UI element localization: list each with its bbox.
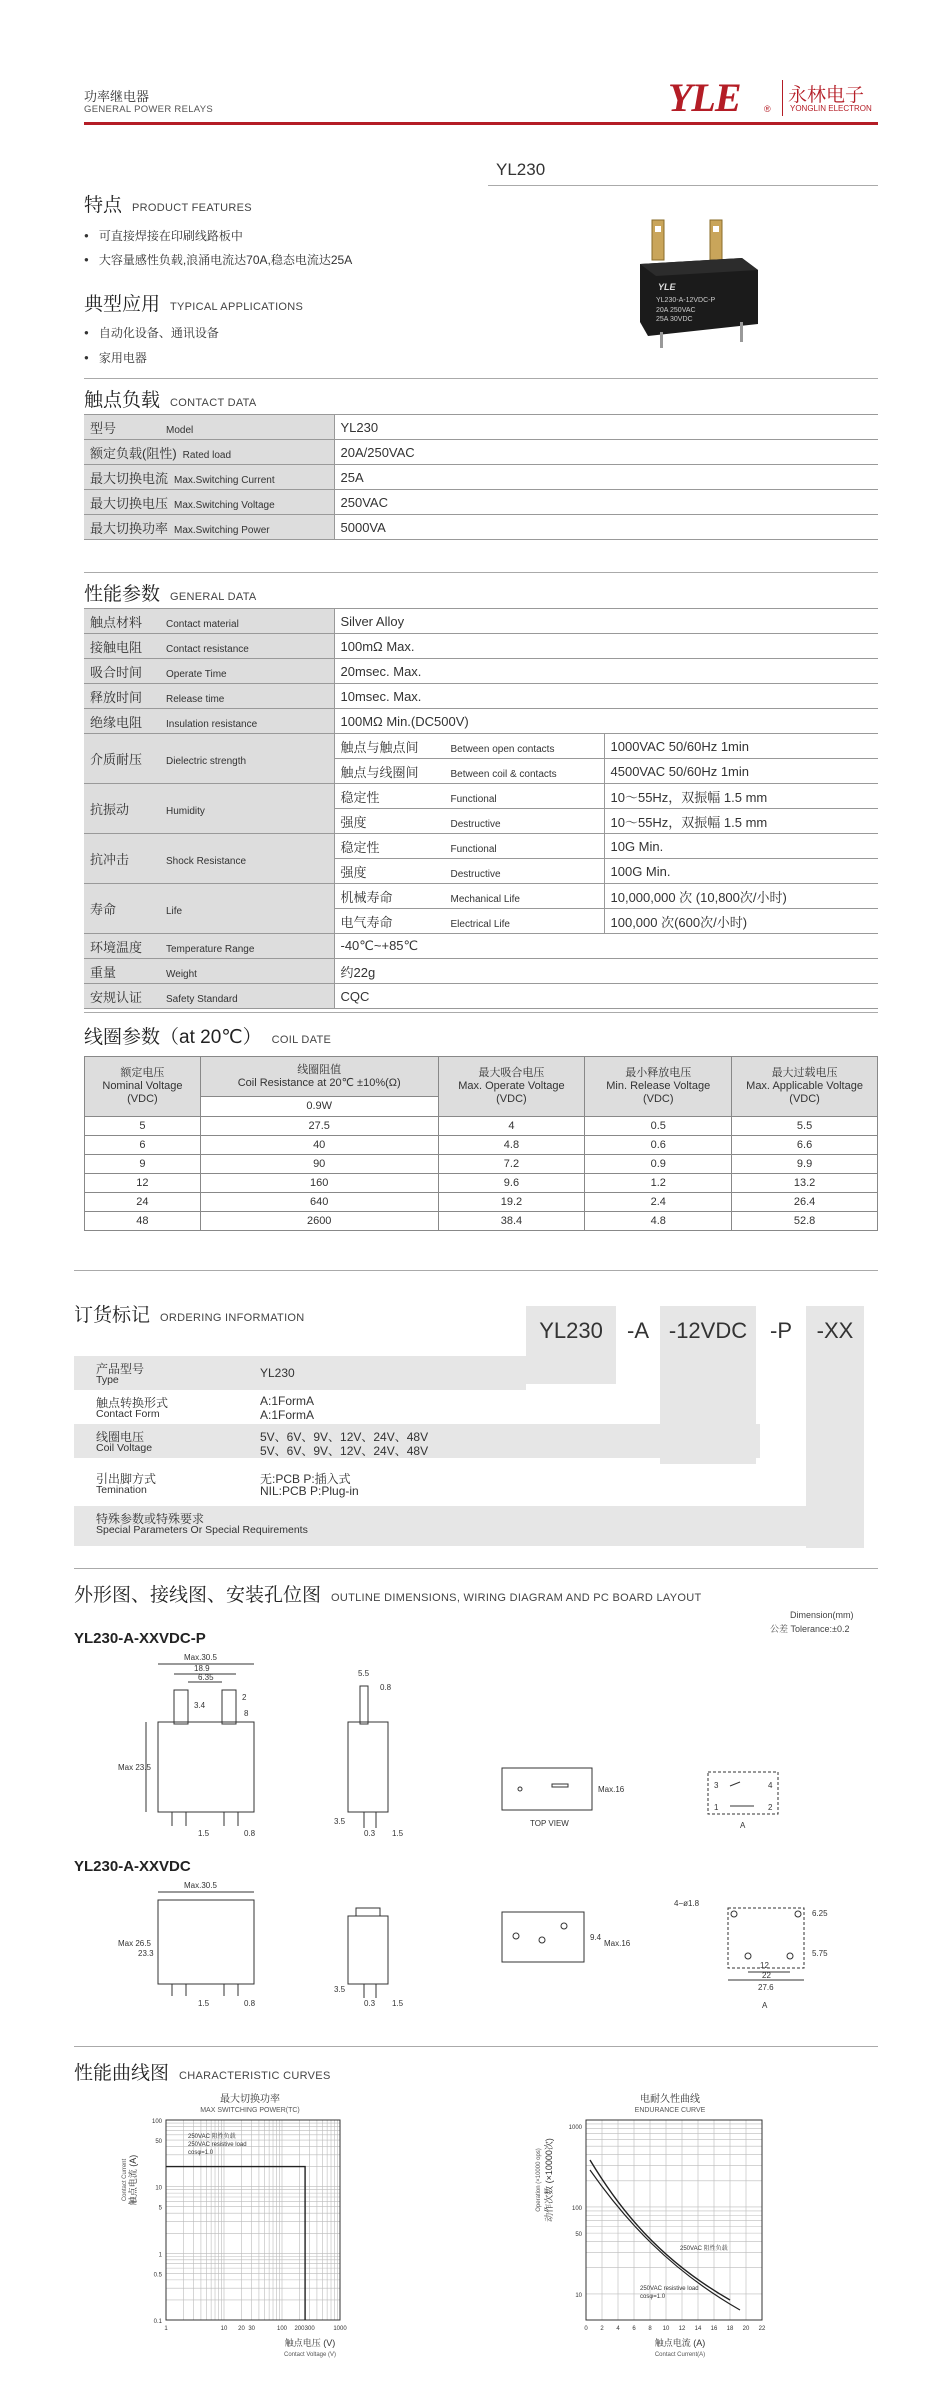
dim-a-1: 18.9 — [194, 1664, 210, 1673]
order-row-label-en: Temination — [96, 1484, 147, 1496]
pin-1: 1 — [714, 1803, 719, 1812]
coil-cell: 9 — [85, 1155, 201, 1174]
chart1-xtick: 30 — [248, 2326, 256, 2332]
dim-g-2: 0.8 — [244, 1999, 256, 2008]
coil-row — [85, 1155, 878, 1174]
coil-cell: 5.5 — [732, 1117, 878, 1136]
order-row — [74, 1424, 760, 1458]
chart1-legend-3: cosφ=1.0 — [188, 2150, 214, 2156]
dim-s2: 0.8 — [380, 1683, 392, 1692]
dim-f-1: 1.5 — [198, 1829, 210, 1838]
general-sub-value: 100,000 次(600次/小时) — [604, 909, 878, 934]
coil-cell: 52.8 — [732, 1212, 878, 1231]
chart1-ytick: 1 — [158, 2252, 162, 2259]
general-row — [84, 709, 878, 734]
features-heading: 特点 PRODUCT FEATURES — [84, 195, 252, 216]
coil-cell: 9.6 — [438, 1174, 585, 1193]
chart2-xtick: 16 — [710, 2326, 718, 2332]
chart1-ytick: 100 — [151, 2119, 162, 2125]
dim-f-2: 1.5 — [198, 1999, 210, 2008]
chart1-xtick: 300 — [304, 2326, 315, 2332]
general-value: Silver Alloy — [334, 609, 878, 634]
dim-l1: 12 — [760, 1961, 769, 1970]
chart2-ytick: 100 — [571, 2205, 582, 2212]
chart2-ytick: 1000 — [568, 2125, 582, 2131]
general-table — [84, 608, 878, 1009]
contact-value: 250VAC — [334, 490, 878, 515]
coil-cell: 12 — [85, 1174, 201, 1193]
order-code-termination: -P — [756, 1306, 806, 1356]
coil-header-applicable: 最大过载电压 Max. Applicable Voltage (VDC) — [732, 1057, 878, 1117]
dim-l3: 27.6 — [758, 1983, 774, 1992]
contact-label: 最大切换电压 Max.Switching Voltage — [84, 490, 334, 515]
chart1-ytick: 10 — [155, 2185, 162, 2192]
contact-row — [84, 440, 878, 465]
general-sub-label: 稳定性 Functional — [334, 834, 604, 859]
coil-cell: 27.5 — [200, 1117, 438, 1136]
chart1-xtick: 200 — [294, 2326, 305, 2332]
chart2-xlabel: 触点电流 (A) — [654, 2338, 706, 2348]
general-sub-label: 机械寿命 Mechanical Life — [334, 884, 604, 909]
general-value: 100MΩ Min.(DC500V) — [334, 709, 878, 734]
header-title-en: GENERAL POWER RELAYS — [84, 104, 214, 115]
coil-cell: 160 — [200, 1174, 438, 1193]
chart1-ytick: 0.5 — [153, 2272, 162, 2279]
coil-cell: 2600 — [200, 1212, 438, 1231]
chart1-subtitle: MAX SWITCHING POWER(TC) — [200, 2107, 300, 2114]
chart-endurance-curve — [530, 2090, 800, 2380]
chart1-ylabel-en: Contact Current — [122, 2158, 128, 2202]
product-label-3: 25A 30VDC — [656, 316, 693, 323]
dim-height-2: Max 26.5 — [118, 1939, 151, 1948]
dim-width-1: Max.30.5 — [184, 1653, 217, 1662]
order-row-value-1: YL230 — [260, 1366, 295, 1380]
brand-logo: YLE — [668, 75, 741, 120]
coil-cell: 0.6 — [585, 1136, 732, 1155]
chart2-xtick: 0 — [584, 2326, 588, 2332]
coil-cell: 0.5 — [585, 1117, 732, 1136]
chart2-subtitle: ENDURANCE CURVE — [634, 2107, 706, 2114]
coil-cell: 6 — [85, 1136, 201, 1155]
general-sub-label: 稳定性 Functional — [334, 784, 604, 809]
order-code-model: YL230 — [526, 1306, 616, 1356]
product-brand: YLE — [658, 282, 676, 292]
chart2-xtick: 4 — [616, 2326, 620, 2332]
chart2-ylabel-en: Operation (×10000 ops) — [536, 2148, 542, 2212]
general-value: 10msec. Max. — [334, 684, 878, 709]
general-sub-value: 4500VAC 50/60Hz 1min — [604, 759, 878, 784]
order-code-special: -XX — [806, 1306, 864, 1356]
section-rule — [84, 572, 878, 573]
dim-d-1: 2 — [242, 1693, 247, 1702]
chart2-legend-3: cosφ=1.0 — [640, 2294, 666, 2300]
dim-s5-2: 1.5 — [392, 1999, 404, 2008]
coil-header-power: 0.9W — [200, 1097, 438, 1117]
chart2-ytick: 50 — [575, 2232, 582, 2239]
contact-value: 25A — [334, 465, 878, 490]
order-row-label-en: Coil Voltage — [96, 1442, 153, 1454]
dim-e-1: 8 — [244, 1709, 249, 1718]
general-sub-value: 10,000,000 次 (10,800次/小时) — [604, 884, 878, 909]
coil-cell: 9.9 — [732, 1155, 878, 1174]
general-row — [84, 634, 878, 659]
coil-cell: 90 — [200, 1155, 438, 1174]
general-row — [84, 984, 878, 1009]
relay-product-image — [630, 212, 780, 352]
coil-row — [85, 1174, 878, 1193]
coil-cell: 7.2 — [438, 1155, 585, 1174]
section-rule — [84, 1012, 878, 1013]
section-rule — [74, 1568, 878, 1569]
coil-cell: 640 — [200, 1193, 438, 1212]
order-row-value-2: 5V、6V、9V、12V、24V、48V — [260, 1444, 429, 1458]
general-sub-label: 强度 Destructive — [334, 809, 604, 834]
coil-row — [85, 1193, 878, 1212]
brand-name-cn: 永林电子 — [788, 85, 865, 106]
dim-r1: 6.25 — [812, 1909, 828, 1918]
section-rule — [74, 2046, 878, 2047]
general-label: 绝缘电阻 Insulation resistance — [84, 709, 334, 734]
coil-row — [85, 1117, 878, 1136]
general-label: 释放时间 Release time — [84, 684, 334, 709]
general-row — [84, 834, 878, 859]
coil-cell: 4.8 — [438, 1136, 585, 1155]
contact-row — [84, 490, 878, 515]
product-label-2: 20A 250VAC — [656, 307, 696, 314]
dim-b2: Max.16 — [604, 1939, 631, 1948]
dim-s5: 1.5 — [392, 1829, 404, 1838]
dim-s3: 3.5 — [334, 1817, 346, 1826]
general-label: 接触电阻 Contact resistance — [84, 634, 334, 659]
chart2-xlabel-en: Contact Current(A) — [654, 2352, 706, 2358]
dim-height2-2: 23.3 — [138, 1949, 154, 1958]
pin-4: 4 — [768, 1781, 773, 1790]
general-row — [84, 959, 878, 984]
coil-cell: 48 — [85, 1212, 201, 1231]
general-label: 重量 Weight — [84, 959, 334, 984]
order-row-value-2: NIL:PCB P:Plug-in — [260, 1484, 359, 1498]
contact-label: 最大切换功率 Max.Switching Power — [84, 515, 334, 540]
chart1-legend-2: 250VAC resistive load — [188, 2142, 247, 2148]
general-label: 安规认证 Safety Standard — [84, 984, 334, 1009]
order-row — [74, 1466, 504, 1500]
general-heading: 性能参数 GENERAL DATA — [84, 584, 257, 605]
general-row — [84, 784, 878, 809]
coil-heading: 线圈参数（at 20℃） COIL DATE — [84, 1027, 332, 1048]
contact-label: 最大切换电流 Max.Switching Current — [84, 465, 334, 490]
contact-value: 5000VA — [334, 515, 878, 540]
general-label: 触点材料 Contact material — [84, 609, 334, 634]
chart2-xtick: 10 — [662, 2326, 670, 2332]
coil-header-resistance: 线圈阻值 Coil Resistance at 20℃ ±10%(Ω) — [200, 1057, 438, 1097]
order-row — [74, 1390, 504, 1424]
outline-drawings — [74, 1650, 878, 2040]
general-sub-value: 100G Min. — [604, 859, 878, 884]
dim-width-2: Max.30.5 — [184, 1881, 217, 1890]
general-sub-value: 10～55Hz，双振幅 1.5 mm — [604, 809, 878, 834]
chart-max-switching-power — [120, 2090, 380, 2380]
contact-heading: 触点负载 CONTACT DATA — [84, 390, 257, 411]
coil-cell: 6.6 — [732, 1136, 878, 1155]
general-sub-value: 1000VAC 50/60Hz 1min — [604, 734, 878, 759]
coil-cell: 4 — [438, 1117, 585, 1136]
general-row — [84, 684, 878, 709]
application-item: ● 家用电器 — [84, 349, 147, 366]
order-row-label-cn: 线圈电压 — [96, 1430, 145, 1444]
chart1-legend-1: 250VAC 阻性负载 — [188, 2134, 236, 2140]
chart1-ytick: 0.1 — [153, 2319, 162, 2325]
general-row — [84, 609, 878, 634]
wiring-a-2: A — [762, 2001, 768, 2010]
header-title-cn: 功率继电器 — [84, 89, 150, 104]
dim-s4: 0.3 — [364, 1829, 376, 1838]
dim-s1: 5.5 — [358, 1669, 370, 1678]
chart2-xtick: 6 — [632, 2326, 636, 2332]
chart2-ylabel: 动作次数 (×10000次) — [544, 2138, 554, 2222]
contact-row — [84, 465, 878, 490]
outline-heading: 外形图、接线图、安装孔位图 OUTLINE DIMENSIONS, WIRING DIAGRAM AND PC BOARD LAYOUT — [74, 1585, 702, 1606]
coil-row — [85, 1212, 878, 1231]
section-rule — [74, 1270, 878, 1271]
coil-cell: 38.4 — [438, 1212, 585, 1231]
outline-model-p: YL230-A-XXVDC-P — [74, 1630, 206, 1647]
registered-mark: ® — [764, 104, 771, 114]
general-label: 吸合时间 Operate Time — [84, 659, 334, 684]
general-value: -40℃~+85℃ — [334, 934, 878, 959]
order-row-value-1: 5V、6V、9V、12V、24V、48V — [260, 1430, 429, 1444]
model-rule — [488, 185, 878, 186]
feature-item: ● 可直接焊接在印刷线路板中 — [84, 227, 243, 244]
logo-divider — [782, 80, 783, 116]
model-title: YL230 — [496, 160, 546, 179]
chart2-xtick: 14 — [694, 2326, 702, 2332]
contact-value: YL230 — [334, 415, 878, 440]
order-row-label-en: Type — [96, 1374, 119, 1386]
general-value: 约22g — [334, 959, 878, 984]
chart1-xtick: 20 — [238, 2326, 245, 2332]
general-sub-label: 触点与线圈间 Between coil & contacts — [334, 759, 604, 784]
dim-holes: 4−ø1.8 — [674, 1899, 700, 1908]
coil-cell: 1.2 — [585, 1174, 732, 1193]
wiring-a-1: A — [740, 1821, 746, 1830]
general-sub-label: 触点与触点间 Between open contacts — [334, 734, 604, 759]
application-item: ● 自动化设备、通讯设备 — [84, 324, 219, 341]
contact-label: 型号 Model — [84, 415, 334, 440]
order-row — [74, 1506, 864, 1546]
chart2-xtick: 20 — [742, 2326, 750, 2332]
order-row-value-1: 无:PCB P:插入式 — [260, 1472, 351, 1486]
chart2-xtick: 18 — [726, 2326, 734, 2332]
general-label: 环境温度 Temperature Range — [84, 934, 334, 959]
chart1-xtick: 1000 — [333, 2326, 347, 2332]
dim-b1: 9.4 — [590, 1933, 602, 1942]
header-rule — [84, 122, 878, 125]
order-col-model — [526, 1356, 616, 1384]
contact-row — [84, 415, 878, 440]
applications-heading: 典型应用 TYPICAL APPLICATIONS — [84, 294, 304, 315]
contact-value: 20A/250VAC — [334, 440, 878, 465]
coil-table — [84, 1056, 878, 1231]
chart1-title: 最大切换功率 — [220, 2094, 280, 2105]
general-label: 抗振动 Humidity — [84, 784, 334, 834]
order-row-label-cn: 触点转换形式 — [96, 1396, 169, 1410]
coil-header-operate: 最大吸合电压 Max. Operate Voltage (VDC) — [438, 1057, 585, 1117]
coil-cell: 2.4 — [585, 1193, 732, 1212]
coil-cell: 40 — [200, 1136, 438, 1155]
order-code-voltage: -12VDC — [660, 1306, 756, 1356]
dim-b-1: 6.35 — [198, 1673, 214, 1682]
chart1-xlabel: 触点电压 (V) — [284, 2338, 336, 2348]
coil-header-nominal: 额定电压 Nominal Voltage (VDC) — [85, 1057, 201, 1117]
chart2-legend-1: 250VAC 阻性负载 — [680, 2246, 728, 2252]
dim-g-1: 0.8 — [244, 1829, 256, 1838]
order-row-label-en: Contact Form — [96, 1408, 160, 1420]
chart1-ytick: 50 — [155, 2139, 162, 2146]
general-value: 100mΩ Max. — [334, 634, 878, 659]
coil-cell: 13.2 — [732, 1174, 878, 1193]
chart2-xtick: 12 — [678, 2326, 686, 2332]
coil-cell: 26.4 — [732, 1193, 878, 1212]
chart2-xtick: 8 — [648, 2326, 652, 2332]
brand-name-en: YONGLIN ELECTRON — [790, 104, 872, 113]
chart2-xtick: 2 — [600, 2326, 604, 2332]
coil-cell: 0.9 — [585, 1155, 732, 1174]
product-label-1: YL230-A-12VDC-P — [656, 297, 716, 304]
general-sub-label: 强度 Destructive — [334, 859, 604, 884]
general-label: 介质耐压 Dielectric strength — [84, 734, 334, 784]
general-sub-label: 电气寿命 Electrical Life — [334, 909, 604, 934]
general-value: 20msec. Max. — [334, 659, 878, 684]
top-view-label: TOP VIEW — [530, 1819, 569, 1828]
dim-topview: Max.16 — [598, 1785, 625, 1794]
chart2-title: 电耐久性曲线 — [640, 2094, 700, 2105]
dim-r2: 5.75 — [812, 1949, 828, 1958]
ordering-heading: 订货标记 ORDERING INFORMATION — [74, 1305, 305, 1326]
order-row-label-cn: 引出脚方式 — [96, 1472, 157, 1486]
dim-l2: 22 — [762, 1971, 771, 1980]
curves-heading: 性能曲线图 CHARACTERISTIC CURVES — [74, 2063, 331, 2084]
pin-3: 3 — [714, 1781, 719, 1790]
general-row — [84, 734, 878, 759]
general-row — [84, 659, 878, 684]
coil-header-release: 最小释放电压 Min. Release Voltage (VDC) — [585, 1057, 732, 1117]
feature-item: ● 大容量感性负载,浪涌电流达70A,稳态电流达25A — [84, 251, 352, 268]
order-row — [74, 1356, 526, 1390]
dim-s3-2: 3.5 — [334, 1985, 346, 1994]
chart2-ytick: 10 — [575, 2292, 582, 2299]
order-row-label-cn: 特殊参数或特殊要求 — [96, 1512, 205, 1526]
coil-cell: 24 — [85, 1193, 201, 1212]
chart1-xtick: 10 — [220, 2326, 228, 2332]
chart2-xtick: 22 — [758, 2326, 766, 2332]
outline-model: YL230-A-XXVDC — [74, 1858, 191, 1875]
general-sub-value: 10～55Hz，双振幅 1.5 mm — [604, 784, 878, 809]
general-row — [84, 934, 878, 959]
tolerance-note: 公差 Tolerance:±0.2 — [770, 1624, 850, 1634]
chart1-ytick: 5 — [158, 2205, 162, 2212]
chart1-xtick: 1 — [164, 2326, 168, 2332]
general-label: 抗冲击 Shock Resistance — [84, 834, 334, 884]
chart1-ylabel: 触点电流 (A) — [128, 2154, 138, 2206]
coil-cell: 19.2 — [438, 1193, 585, 1212]
dim-s4-2: 0.3 — [364, 1999, 376, 2008]
dim-height-1: Max 23.5 — [118, 1763, 151, 1772]
order-row-label-cn: 产品型号 — [96, 1362, 145, 1376]
dimension-note: Dimension(mm) — [790, 1610, 854, 1620]
general-sub-value: 10G Min. — [604, 834, 878, 859]
order-row-value-1: A:1FormA — [260, 1394, 315, 1408]
general-label: 寿命 Life — [84, 884, 334, 934]
dim-c-1: 3.4 — [194, 1701, 206, 1710]
pin-2: 2 — [768, 1803, 773, 1812]
chart2-legend-2: 250VAC resistive load — [640, 2286, 699, 2292]
coil-cell: 5 — [85, 1117, 201, 1136]
contact-table — [84, 414, 878, 540]
chart1-xlabel-en: Contact Voltage (V) — [283, 2352, 337, 2358]
contact-row — [84, 515, 878, 540]
order-row-value-2: A:1FormA — [260, 1408, 315, 1422]
coil-row — [85, 1136, 878, 1155]
contact-label: 额定负载(阻性) Rated load — [84, 440, 334, 465]
chart1-xtick: 100 — [276, 2326, 288, 2332]
section-rule — [84, 378, 878, 379]
general-value: CQC — [334, 984, 878, 1009]
order-code-form: -A — [616, 1306, 660, 1356]
order-row-label-en: Special Parameters Or Special Requirements — [96, 1524, 308, 1536]
coil-cell: 4.8 — [585, 1212, 732, 1231]
general-row — [84, 884, 878, 909]
